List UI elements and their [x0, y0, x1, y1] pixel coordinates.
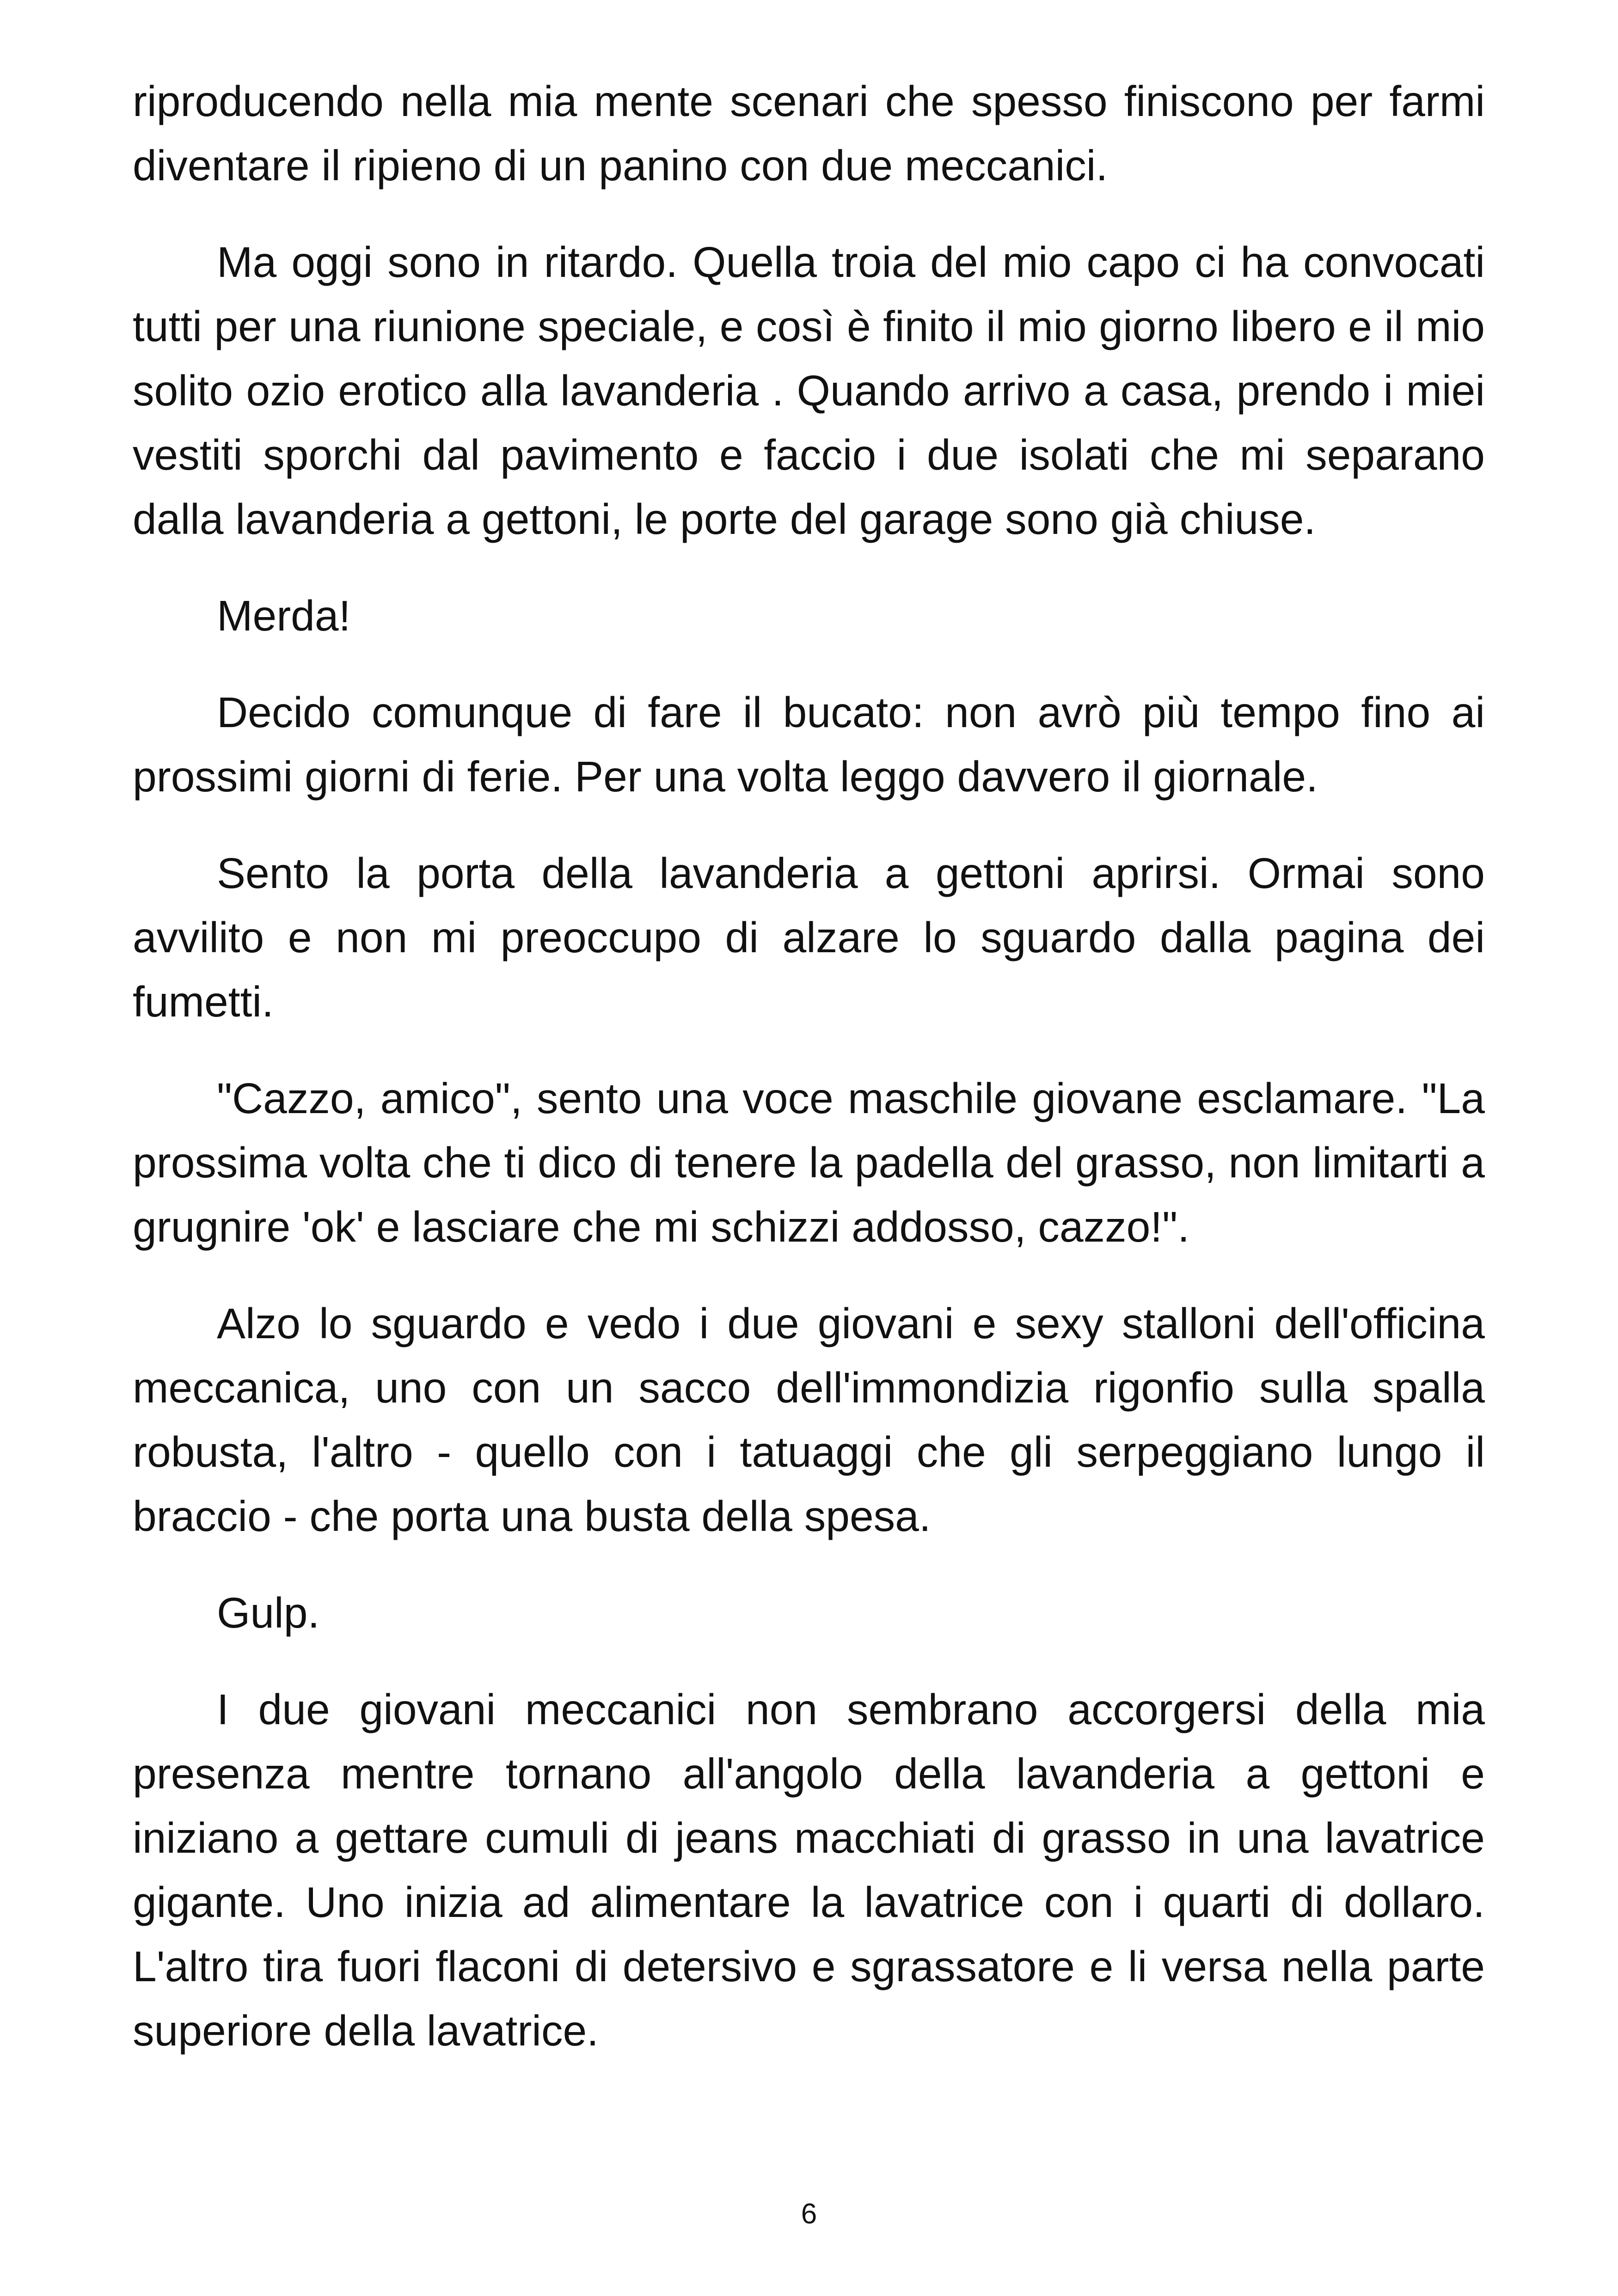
- paragraph-2: Ma oggi sono in ritardo. Quella troia del mio capo ci ha convocati tutti per una riunione speciale, e così è finito il mio giorno libero e il mio solito ozio erotico alla lavanderia . Quando arrivo a casa, prendo i miei vestiti sporchi dal pavimento e faccio i due isolati che mi separano dalla lavanderia a gettoni, le porte del garage sono già chiuse.: [133, 238, 1485, 543]
- paragraph-4: Decido comunque di fare il bucato: non avrò più tempo fino ai prossimi giorni di ferie. Per una volta leggo davvero il giornale.: [133, 688, 1485, 801]
- paragraph-9: I due giovani meccanici non sembrano accorgersi della mia presenza mentre tornano all'angolo della lavanderia a gettoni e iniziano a gettare cumuli di jeans macchiati di grasso in una lavatrice gigante. Uno inizia ad alimentare la lavatrice con i quarti di dollaro. L'altro tira fuori flaconi di detersivo e sgrassatore e li versa nella parte superiore della lavatrice.: [133, 1685, 1485, 2055]
- paragraph-6: "Cazzo, amico", sento una voce maschile giovane esclamare. "La prossima volta che ti dico di tenere la padella del grasso, non limitarti a grugnire 'ok' e lasciare che mi schizzi addosso, cazzo!".: [133, 1074, 1485, 1251]
- paragraph-7: Alzo lo sguardo e vedo i due giovani e sexy stalloni dell'officina meccanica, uno con un sacco dell'immondizia rigonfio sulla spalla robusta, l'altro - quello con i tatuaggi che gli serpeggiano lungo il braccio - che porta una busta della spesa.: [133, 1299, 1485, 1540]
- text-column: [133, 69, 1485, 2063]
- page-number: 6: [801, 2198, 817, 2230]
- paragraph-1: riproducendo nella mia mente scenari che spesso finiscono per farmi diventare il ripieno di un panino con due meccanici.: [133, 77, 1485, 190]
- paragraph-3: Merda!: [217, 592, 351, 640]
- paragraph-5: Sento la porta della lavanderia a gettoni aprirsi. Ormai sono avvilito e non mi preoccupo di alzare lo sguardo dalla pagina dei fumetti.: [133, 849, 1485, 1026]
- paragraph-8: Gulp.: [217, 1589, 320, 1637]
